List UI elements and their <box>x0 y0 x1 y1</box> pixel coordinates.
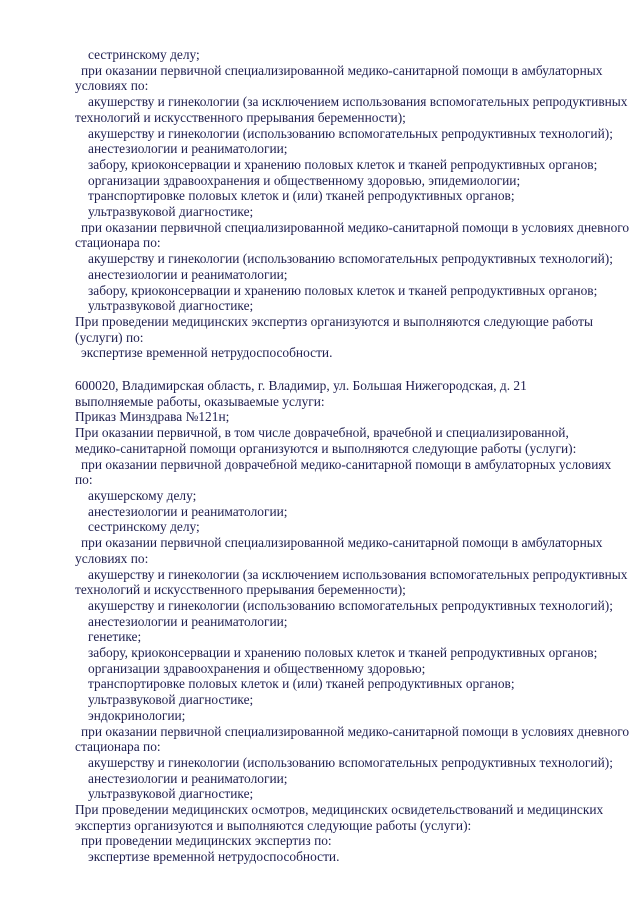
text-line: при оказании первичной специализированной медико-санитарной помощи в условиях дневного <box>81 723 630 739</box>
text-line: акушерству и гинекологии (за исключением использования вспомогательных репродуктивных <box>88 94 628 110</box>
text-line: Приказ Минздрава №121н; <box>75 409 230 425</box>
text-line: При проведении медицинских экспертиз организуются и выполняются следующие работы <box>75 313 594 329</box>
text-line: ультразвуковой диагностике; <box>88 204 254 220</box>
text-line: при проведении медицинских экспертиз по: <box>81 833 332 849</box>
text-line: акушерству и гинекологии (использованию вспомогательных репродуктивных технологий); <box>88 125 613 141</box>
text-line: экспертизе временной нетрудоспособности. <box>88 849 340 865</box>
text-line: анестезиологии и реаниматологии; <box>88 266 288 282</box>
text-line: (услуги) по: <box>75 329 144 345</box>
text-line: стационара по: <box>75 235 161 251</box>
text-line: забору, криоконсервации и хранению половых клеток и тканей репродуктивных органов; <box>88 645 598 661</box>
text-line: анестезиологии и реаниматологии; <box>88 613 288 629</box>
text-line: 600020, Владимирская область, г. Владимир, ул. Большая Нижегородская, д. 21 <box>75 378 527 394</box>
text-line: при оказании первичной специализированной медико-санитарной помощи в условиях дневного <box>81 219 630 235</box>
text-line: ультразвуковой диагностике; <box>88 692 254 708</box>
document-section <box>75 47 630 361</box>
text-line: экспертиз организуются и выполняются следующие работы (услуги): <box>75 817 472 833</box>
text-line: экспертизе временной нетрудоспособности. <box>81 345 333 361</box>
text-line: транспортировке половых клеток и (или) тканей репродуктивных органов; <box>88 188 515 204</box>
text-line: условиях по: <box>75 78 149 94</box>
text-line: акушерству и гинекологии (использованию вспомогательных репродуктивных технологий); <box>88 251 613 267</box>
text-line: анестезиологии и реаниматологии; <box>88 141 288 157</box>
text-line: анестезиологии и реаниматологии; <box>88 503 288 519</box>
text-line: При проведении медицинских осмотров, медицинских освидетельствований и медицинских <box>75 802 604 818</box>
text-line: При оказании первичной, в том числе доврачебной, врачебной и специализированной, <box>75 425 569 441</box>
text-line: медико-санитарной помощи организуются и выполняются следующие работы (услуги): <box>75 440 577 456</box>
text-line: условиях по: <box>75 550 149 566</box>
text-line: транспортировке половых клеток и (или) тканей репродуктивных органов; <box>88 676 515 692</box>
text-line: при оказании первичной специализированной медико-санитарной помощи в амбулаторных <box>81 535 603 551</box>
text-line: забору, криоконсервации и хранению половых клеток и тканей репродуктивных органов; <box>88 156 598 172</box>
text-line: технологий и искусственного прерывания беременности); <box>75 109 406 125</box>
text-line: генетике; <box>88 629 142 645</box>
text-line: при оказании первичной специализированной медико-санитарной помощи в амбулаторных <box>81 62 603 78</box>
text-line: технологий и искусственного прерывания беременности); <box>75 582 406 598</box>
section-gap <box>75 361 619 378</box>
text-line: ультразвуковой диагностике; <box>88 786 254 802</box>
text-line: акушерскому делу; <box>88 487 197 503</box>
document-section <box>75 378 630 865</box>
text-line: стационара по: <box>75 739 161 755</box>
text-line: акушерству и гинекологии (использованию вспомогательных репродуктивных технологий); <box>88 754 613 770</box>
text-line: анестезиологии и реаниматологии; <box>88 770 288 786</box>
text-line: сестринскому делу; <box>88 519 200 535</box>
text-line: ультразвуковой диагностике; <box>88 298 254 314</box>
text-line: эндокринологии; <box>88 707 186 723</box>
text-line: организации здравоохранения и общественному здоровью; <box>88 660 426 676</box>
text-line: по: <box>75 472 93 488</box>
text-line: акушерству и гинекологии (использованию вспомогательных репродуктивных технологий); <box>88 597 613 613</box>
text-line: при оказании первичной доврачебной медико-санитарной помощи в амбулаторных условиях <box>81 456 612 472</box>
text-line: акушерству и гинекологии (за исключением использования вспомогательных репродуктивных <box>88 566 628 582</box>
text-line: организации здравоохранения и общественному здоровью, эпидемиологии; <box>88 172 521 188</box>
text-line: сестринскому делу; <box>88 47 200 62</box>
text-line: забору, криоконсервации и хранению половых клеток и тканей репродуктивных органов; <box>88 282 598 298</box>
text-line: выполняемые работы, оказываемые услуги: <box>75 393 325 409</box>
